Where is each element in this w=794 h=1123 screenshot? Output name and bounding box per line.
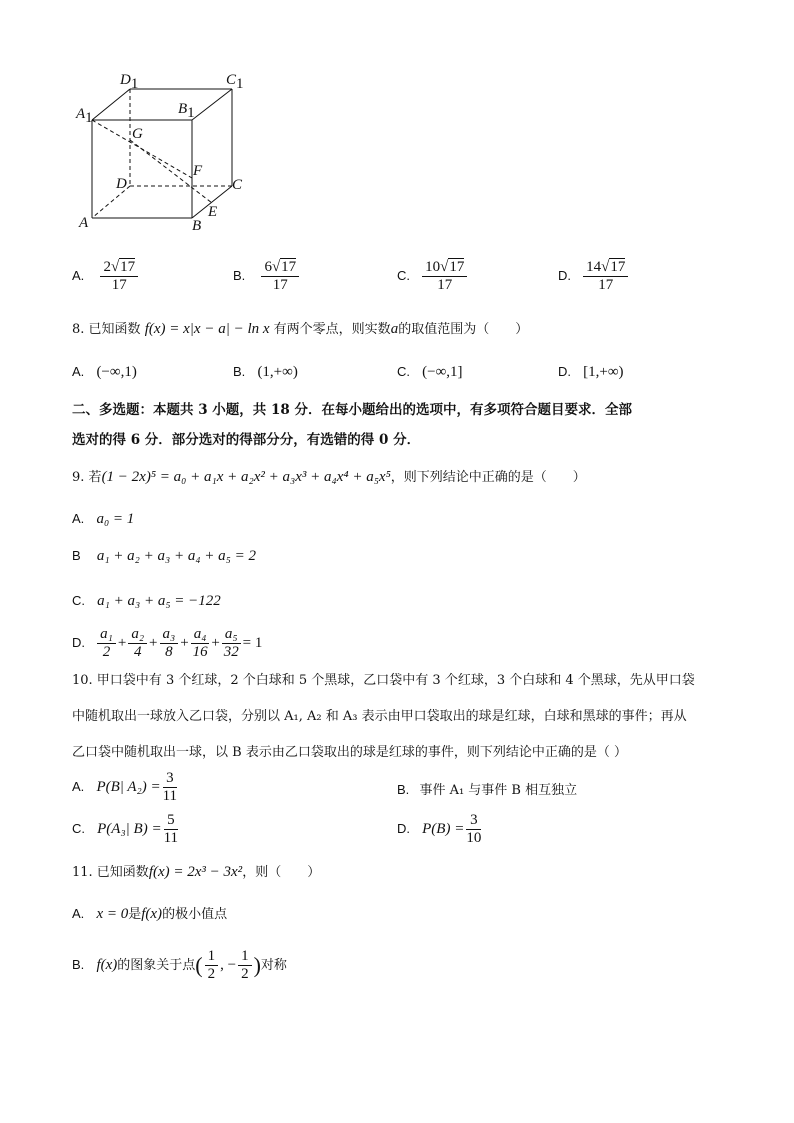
- q10-option-b[interactable]: B. 事件 A₁ 与事件 B 相互独立: [397, 782, 578, 798]
- q9-option-a[interactable]: A. a₀ = 1: [72, 511, 135, 527]
- q7-option-a[interactable]: A. $\frac{2√17}{17}$: [72, 259, 140, 294]
- label-A: A: [79, 215, 89, 231]
- q8-option-d[interactable]: D. [1,+∞): [558, 364, 624, 380]
- q11-stem: 11. 已知函数f(x) = 2x³ − 3x²，则（ ）: [72, 864, 321, 880]
- label-G: G: [132, 126, 143, 142]
- label-C1: $C_1$: [226, 72, 244, 92]
- label-E: E: [208, 204, 218, 220]
- q9-stem: 9. 若(1 − 2x)⁵ = a₀ + a₁x + a₂x² + a₃x³ + a₄x⁴ + a₅x⁵，则下列结论中正确的是（ ）: [72, 469, 586, 485]
- q10-option-d[interactable]: D. P(B) = $\frac{3}{10}$: [397, 812, 482, 846]
- q9-option-d[interactable]: D. $\frac{\text{a₁}}{2}$ + $\frac{\text{a₂}}{4}$ + $\frac{\text{a₃}}{8}$ + $\frac{\text{a₄}}{16}$ + $\frac{\text{a₅}}{32}$ = 1: [72, 626, 263, 660]
- q10-line1: 10. 甲口袋中有 3 个红球，2 个白球和 5 个黑球，乙口袋中有 3 个红球，3 个白球和 4 个黑球，先从甲口袋: [72, 673, 695, 688]
- label-F: F: [193, 163, 203, 179]
- q7-option-d[interactable]: D. $\frac{14√17}{17}$: [558, 259, 630, 294]
- q8-stem: 8. 已知函数 f(x) = x|x − a| − ln x 有两个零点，则实数a的取值范围为（ ）: [72, 321, 529, 337]
- label-C: C: [232, 177, 243, 193]
- label-D: D: [116, 176, 127, 192]
- q7-option-b[interactable]: B. $\frac{6√17}{17}$: [233, 259, 301, 294]
- label-A1: $A_1$: [76, 106, 93, 126]
- section2-line1: 二、多选题：本题共 3 小题，共 18 分．在每小题给出的选项中，有多项符合题目要求．全部: [72, 402, 632, 418]
- q10-line3: 乙口袋中随机取出一球，以 B 表示由乙口袋取出的球是红球的事件，则下列结论中正确的是（ ）: [72, 745, 627, 760]
- q9-option-b[interactable]: B a₁ + a₂ + a₃ + a₄ + a₅ = 2: [72, 548, 256, 564]
- q9-option-c[interactable]: C. a₁ + a₃ + a₅ = −122: [72, 593, 221, 609]
- q10-line2: 中随机取出一球放入乙口袋，分别以 A₁, A₂ 和 A₃ 表示由甲口袋取出的球是红球，白球和黑球的事件；再从: [72, 709, 687, 724]
- q7-option-c[interactable]: C. $\frac{10√17}{17}$: [397, 259, 469, 294]
- q8-option-c[interactable]: C. (−∞,1]: [397, 364, 463, 380]
- q8-option-b[interactable]: B. (1,+∞): [233, 364, 298, 380]
- cube-figure: [70, 68, 260, 238]
- q11-option-b[interactable]: B. f(x)的图象关于点( $\frac{1}{2}$ , − $\frac{1}{2}$ )对称: [72, 948, 287, 982]
- label-D1: $D_1$: [120, 72, 139, 92]
- label-B1: $B_1$: [178, 101, 195, 121]
- q11-option-a[interactable]: A. x = 0是f(x)的极小值点: [72, 906, 228, 922]
- q10-option-c[interactable]: C. P(A₃| B) = $\frac{5}{11}$: [72, 812, 179, 846]
- label-B: B: [192, 218, 202, 234]
- section2-line2: 选对的得 6 分．部分选对的得部分分，有选错的得 0 分．: [72, 432, 421, 448]
- q10-option-a[interactable]: A. P(B| A₂) = $\frac{3}{11}$: [72, 770, 178, 804]
- q8-option-a[interactable]: A. (−∞,1): [72, 364, 137, 380]
